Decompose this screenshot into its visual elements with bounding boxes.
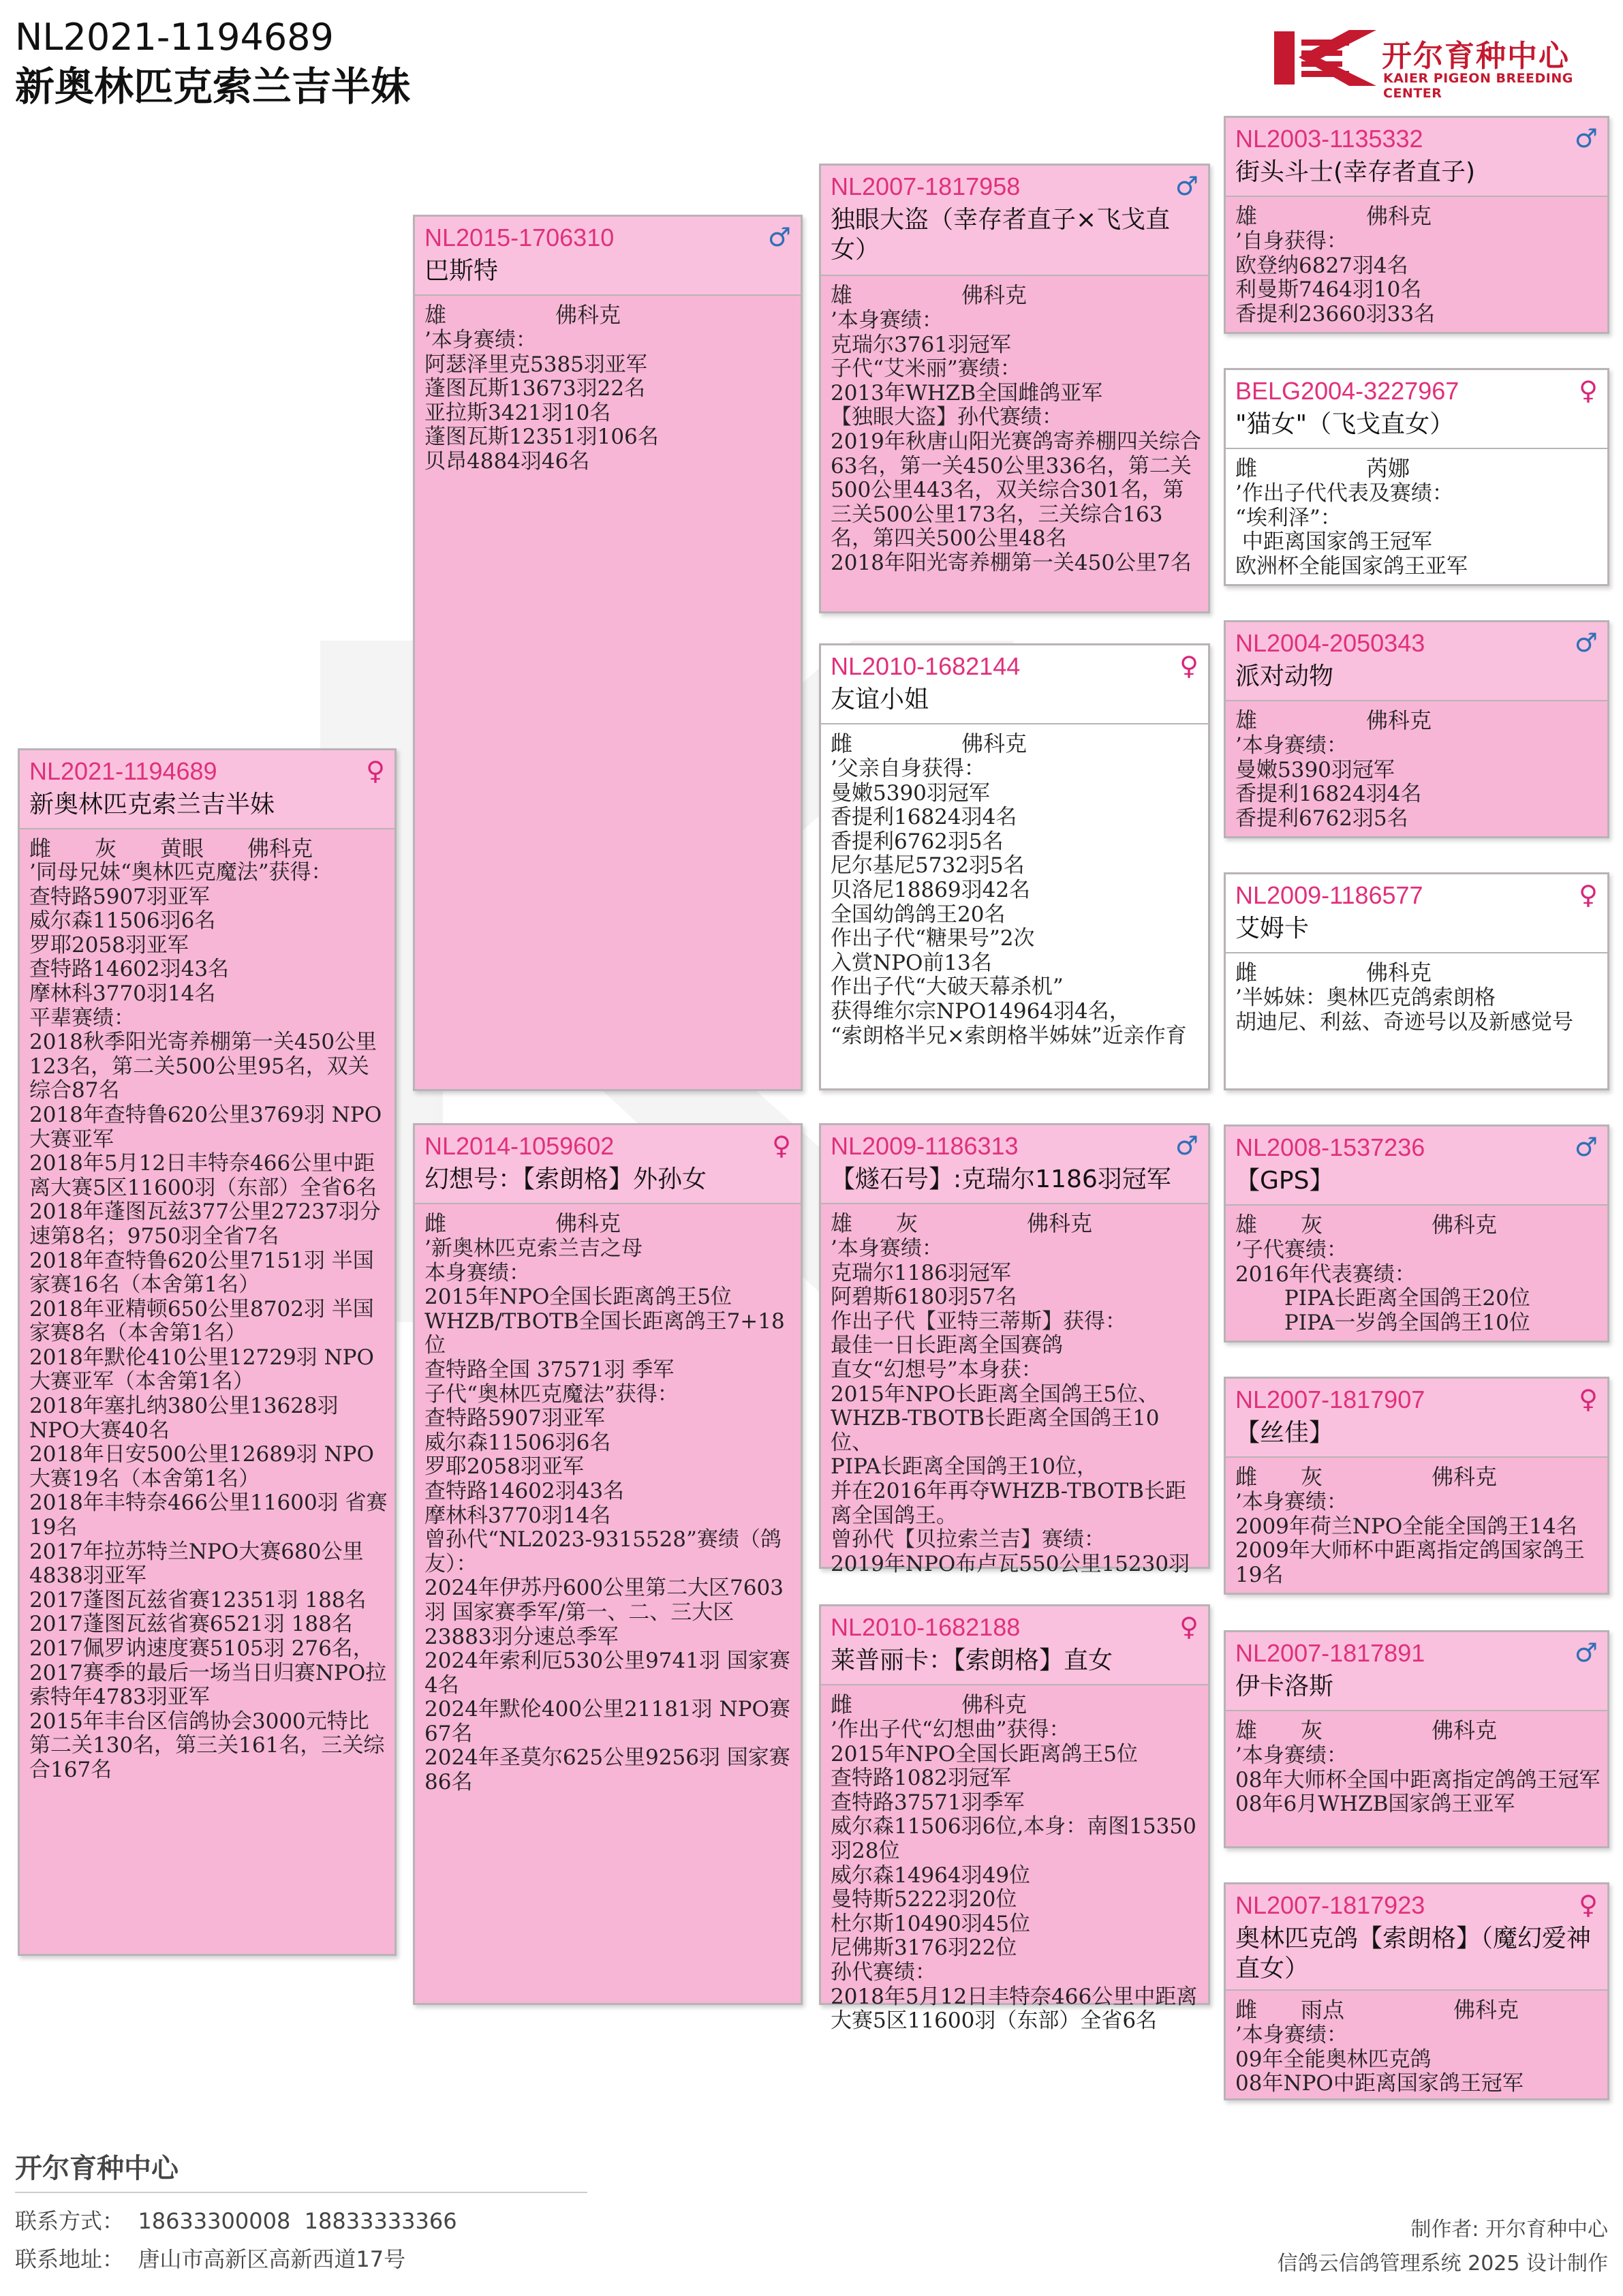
pigeon-name: 新奥林匹克索兰吉半妹 [29,791,275,818]
pedigree-card-sire-dam-sire [1224,620,1609,838]
pedigree-card-sire-sire-dam [1224,368,1609,586]
male-icon: ♂ [1574,123,1598,153]
header-pigeon-name: 新奥林匹克索兰吉半妹 [15,63,411,110]
footer-address: 联系地址： 唐山市高新区高新西道17号 [15,2246,406,2272]
pigeon-name: 派对动物 [1235,662,1334,690]
pigeon-attributes: 雌 灰 佛科克 [1235,1464,1498,1490]
female-icon: ♀ [1579,1890,1598,1920]
pigeon-record: ’本身赛绩： 克瑞尔1186羽冠军 阿碧斯6180羽57名 作出子代【亚特三蒂斯】获得： 最佳一日长距离全国赛鸽 直女“幻想号”本身获： 2015年NPO长距离全国鸽王5位、 WHZB-TBOTB长距离全国鸽王10位、 PIPA长距离全国鸽王10位， 并在2016年再夺WHZB-TBOTB长距离全国鸽王。 曾孙代【贝拉索兰吉】赛绩： 2019年NPO布卢瓦550公里15230羽 [831,1236,1190,1576]
ring-number: NL2004-2050343 [1235,629,1425,657]
pigeon-record: ’本身赛绩： 09年全能奥林匹克鸽 08年NPO中距离国家鸽王冠军 [1235,2023,1524,2096]
male-icon: ♂ [1574,1132,1598,1162]
pigeon-attributes: 雌 佛科克 [1235,960,1432,985]
pedigree-card-dam-dam [819,1604,1210,2034]
female-icon: ♀ [1579,1384,1598,1414]
logo-subtitle: KAIER PIGEON BREEDING CENTER [1383,71,1573,101]
ring-number: NL2007-1817923 [1235,1891,1425,1919]
male-icon: ♂ [1574,628,1598,658]
ring-number: NL2003-1135332 [1235,125,1423,153]
female-icon: ♀ [1179,651,1199,681]
female-icon: ♀ [1579,376,1598,405]
pigeon-name: 艾姆卡 [1235,915,1310,943]
pedigree-card-dam-sire-dam [1224,1377,1609,1595]
ring-number: NL2007-1817958 [831,172,1021,200]
pedigree-card-sire-sire [819,164,1210,613]
pedigree-card-sire-sire-sire [1224,116,1609,334]
pedigree-card-sire [413,215,803,1091]
male-icon: ♂ [1574,1638,1598,1668]
footer-system: 信鸽云信鸽管理系统 2025 设计制作 [1277,2252,1608,2276]
pigeon-record: ’子代赛绩： 2016年代表赛绩： PIPA长距离全国鸽王20位 PIPA一岁鸽全国鸽王10位 [1235,1238,1530,1335]
pigeon-record: ’作出子代代表及赛绩： “埃利泽”： 中距离国家鸽王冠军 欧洲杯全能国家鸽王亚军 [1235,481,1468,579]
pigeon-attributes: 雌 灰 黄眼 佛科克 [29,836,313,861]
ring-number: BELG2004-3227967 [1235,377,1459,405]
ring-number: NL2010-1682144 [831,652,1021,680]
pigeon-record: ’同母兄妹“奥林匹克魔法”获得： 查特路5907羽亚军 威尔森11506羽6名 罗耶2058羽亚军 查特路14602羽43名 摩林科3770羽14名 平辈赛绩： 2018秋季阳光寄养棚第一关450公里123名，第二关500公里95名，双关综合87名 2018年查特鲁620公里3769羽 NPO大赛亚军 2018年5月12日丰特奈466公里中距离大赛5区11600羽（东部）全省6名 2018年蓬图瓦兹377公里27237羽分速第8名；9750羽全省7名 2018年查特鲁620公里7151羽 半国家赛16名（本舍第1名） 2018年亚精顿650公里8702羽 半国家赛8名（本舍第1名） 2018年默伦410公里12729羽 NPO大赛亚军（本舍第1名） 2018年塞扎纳380公里13628羽 NPO大赛40名 2018年日安500公里12689羽 NPO大赛19名（本舍第1名） 2018年丰特奈466公里11600羽 省赛19名 2017年拉苏特兰NPO大赛680公里4838羽亚军 2017蓬图瓦兹省赛12351羽 188名 2017蓬图瓦兹省赛6521羽 188名 2017佩罗讷速度赛5105羽 276名，2017赛季的最后一场当日归赛NPO拉索特年4783羽亚军 2015年丰台区信鸽协会3000元特比第二关130名，第三关161名，三关综合167名 [29,860,388,1782]
pedigree-card-dam-dam-sire [1224,1630,1609,1848]
pedigree-card-subject [18,748,397,1956]
ring-number: NL2015-1706310 [424,224,615,251]
pigeon-attributes: 雄 佛科克 [1235,203,1432,229]
pigeon-record: ’新奥林匹克索兰吉之母 本身赛绩： 2015年NPO全国长距离鸽王5位 WHZB/TBOTB全国长距离鸽王7+18位 查特路全国 37571羽 季军 子代“奥林匹克魔法”获得： 查特路5907羽亚军 威尔森11506羽6名 罗耶2058羽亚军 查特路14602羽43名 摩林科3770羽14名 曾孙代“NL2023-9315528”赛绩（鸽友）： 2024年伊苏丹600公里第二大区7603羽 国家赛季军/第一、二、三大区 23883羽分速总季军 2024年索利厄530公里9741羽 国家赛4名 2024年默伦400公里21181羽 NPO赛67名 2024年圣莫尔625公里9256羽 国家赛86名 [424,1236,790,1795]
pigeon-attributes: 雄 灰 佛科克 [1235,1717,1498,1743]
pedigree-card-dam [413,1123,803,2005]
pigeon-record: ’本身赛绩： 2009年荷兰NPO全能全国鸽王14名 2009年大师杯中距离指定鸽国家鸽王19名 [1235,1490,1585,1587]
pigeon-name: 莱普丽卡：【索朗格】直女 [831,1647,1113,1674]
footer-title: 开尔育种中心 [15,2153,179,2184]
female-icon: ♀ [1579,880,1598,910]
pigeon-attributes: 雄 佛科克 [1235,707,1432,733]
pigeon-record: ’父亲自身获得： 曼嫩5390羽冠军 香提利16824羽4名 香提利6762羽5名 尼尔基尼5732羽5名 贝洛尼18869羽42名 全国幼鸽鸽王20名 作出子代“糖果号”2次 入赏NPO前13名 作出子代“大破天幕杀机” 获得维尔宗NPO14964羽4名， “索朗格半兄×索朗格半姊妹”近亲作育 [831,756,1187,1048]
ring-number: NL2007-1817907 [1235,1386,1425,1413]
male-icon: ♂ [767,222,791,252]
ring-number: NL2008-1537236 [1235,1133,1425,1161]
ring-number: NL2009-1186577 [1235,881,1423,909]
ring-number: NL2021-1194689 [29,757,217,785]
pigeon-name: 奥林匹克鸽【索朗格】（魔幻爱神直女） [1235,1925,1592,1983]
pigeon-attributes: 雄 佛科克 [831,282,1027,308]
pigeon-name: 幻想号：【索朗格】外孙女 [424,1165,707,1193]
pigeon-name: "猫女"（飞戈直女） [1235,410,1455,438]
pigeon-attributes: 雌 雨点 佛科克 [1235,1997,1519,2023]
pigeon-name: 街头斗士(幸存者直子) [1235,158,1476,186]
pigeon-name: 友谊小姐 [831,686,929,714]
logo-name: 开尔育种中心 [1382,39,1570,74]
pigeon-name: 【丝佳】 [1235,1419,1334,1447]
pigeon-name: 【GPS】 [1235,1167,1334,1195]
pigeon-attributes: 雄 灰 佛科克 [1235,1212,1498,1238]
pedigree-card-dam-sire [819,1123,1210,1576]
pigeon-record: ’半姊妹：奥林匹克鸽索朗格 胡迪尼、利兹、奇迹号以及新感觉号 [1235,985,1573,1035]
pigeon-attributes: 雌 佛科克 [831,1692,1027,1717]
pigeon-attributes: 雌 芮娜 [1235,455,1410,481]
footer-maker: 制作者: 开尔育种中心 [1410,2218,1608,2241]
pedigree-card-sire-dam-dam [1224,872,1609,1090]
footer-contact: 联系方式： 18633300008 18833333366 [15,2208,457,2234]
footer-divider [15,2192,587,2193]
pigeon-record: ’本身赛绩： 阿瑟泽里克5385羽亚军 蓬图瓦斯13673羽22名 亚拉斯3421羽10名 蓬图瓦斯12351羽106名 贝昂4884羽46名 [424,328,659,474]
pedigree-card-dam-sire-sire [1224,1124,1609,1343]
pigeon-record: ’本身赛绩： 曼嫩5390羽冠军 香提利16824羽4名 香提利6762羽5名 [1235,733,1422,831]
pigeon-record: ’本身赛绩： 克瑞尔3761羽冠军 子代“艾米丽”赛绩： 2013年WHZB全国雌鸽亚军 【独眼大盗】孙代赛绩： 2019年秋唐山阳光赛鸽寄养棚四关综合63名，第一关450公里336名，第二关500公里443名，双关综合301名，第三关500公里173名，三关综合163名，第四关500公里48名 2018年阳光寄养棚第一关450公里7名 [831,308,1201,575]
ring-number: NL2010-1682188 [831,1613,1021,1641]
female-icon: ♀ [366,756,385,786]
header-ring-number: NL2021-1194689 [15,16,334,59]
ring-number: NL2007-1817891 [1235,1639,1425,1667]
pigeon-name: 独眼大盗（幸存者直子×飞戈直女） [831,206,1171,264]
male-icon: ♂ [1175,171,1199,201]
pigeon-record: ’自身获得： 欧登纳6827羽4名 利曼斯7464羽10名 香提利23660羽33名 [1235,229,1436,326]
pedigree-card-dam-dam-dam [1224,1882,1609,2100]
pigeon-attributes: 雄 佛科克 [424,302,621,328]
pigeon-record: ’本身赛绩： 08年大师杯全国中距离指定鸽鸽王冠军 08年6月WHZB国家鸽王亚军 [1235,1743,1601,1817]
pigeon-name: 【燧石号】:克瑞尔1186羽冠军 [831,1165,1171,1193]
pigeon-name: 伊卡洛斯 [1235,1672,1334,1700]
male-icon: ♂ [1175,1131,1199,1161]
pigeon-attributes: 雌 佛科克 [831,731,1027,756]
ring-number: NL2014-1059602 [424,1132,615,1160]
pedigree-card-sire-dam [819,643,1210,1090]
pigeon-name: 巴斯特 [424,257,499,285]
female-icon: ♀ [1179,1612,1199,1642]
pigeon-attributes: 雄 灰 佛科克 [831,1210,1093,1236]
pigeon-record: ’作出子代“幻想曲”获得： 2015年NPO全国长距离鸽王5位 查特路1082羽冠军 查特路37571羽季军 威尔森11506羽6位,本身：南图15350羽28位 威尔森14964羽49位 曼特斯5222羽20位 杜尔斯10490羽45位 尼佛斯3176羽22位 孙代赛绩： 2018年5月12日丰特奈466公里中距离大赛5区11600羽（东部）全省6名 [831,1717,1198,2034]
female-icon: ♀ [772,1131,791,1161]
pigeon-attributes: 雌 佛科克 [424,1210,621,1236]
ring-number: NL2009-1186313 [831,1132,1019,1160]
